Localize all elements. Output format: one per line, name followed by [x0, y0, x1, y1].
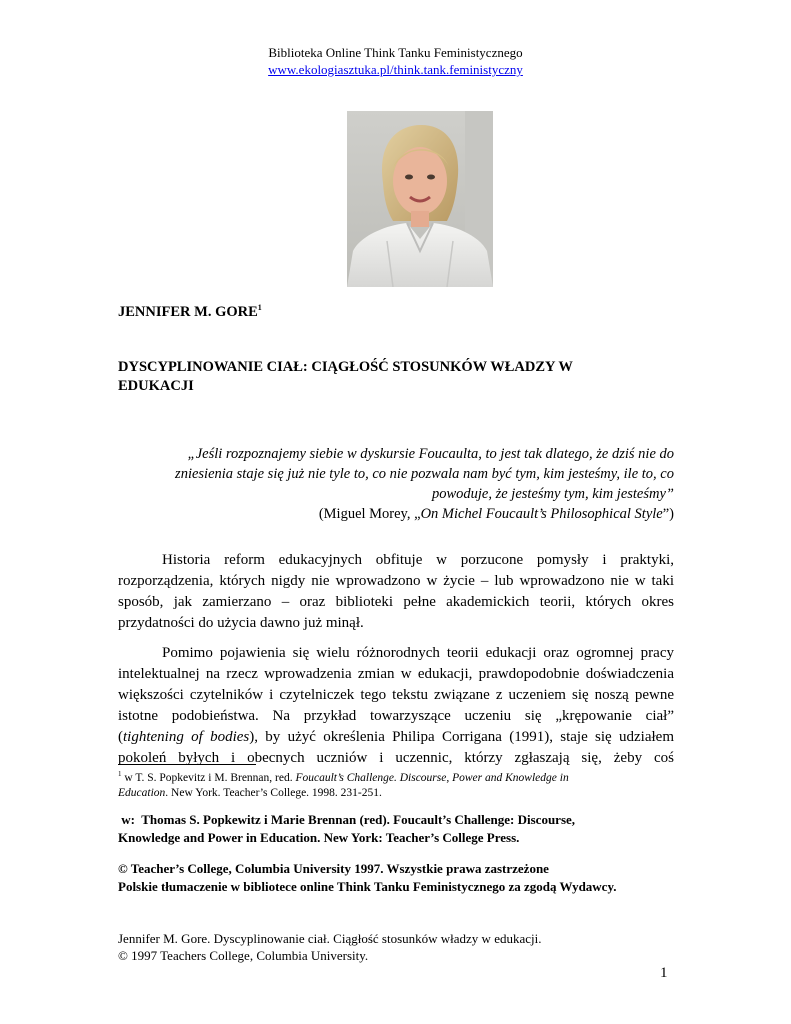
attribution-suffix: ”) — [662, 506, 674, 522]
paragraph-line-text: Historia reform edukacyjnych obfituje w porzucone pomysły i praktyki, — [162, 552, 674, 568]
copyright-line-2: Polskie tłumaczenie w bibliotece online Think Tanku Feministycznego za zgodą Wydawcy. — [118, 879, 617, 894]
paragraph-line — [118, 727, 674, 748]
paragraph-line — [118, 643, 674, 664]
page-number: 1 — [660, 965, 668, 981]
footnote-divider — [118, 764, 256, 765]
author-photo — [347, 111, 493, 287]
epigraph-attribution — [118, 504, 674, 524]
footnote-mark: 1 — [257, 303, 262, 312]
source-line-2: Knowledge and Power in Education. New York: Teacher’s College Press. — [118, 830, 520, 845]
attribution-prefix: (Miguel Morey, „ — [318, 506, 421, 522]
header-link[interactable]: www.ekologiasztuka.pl/think.tank.feministyczny — [268, 62, 523, 77]
paragraph-line: przydatności do użycia dawno już minął. — [118, 615, 364, 631]
paragraph-line — [118, 550, 674, 571]
source-citation — [118, 811, 658, 847]
paren-open: ( — [118, 729, 123, 745]
title-line-2: EDUKACJI — [118, 378, 194, 394]
paragraph-line: większości czytelników i czytelniczek tego tekstu związane z uczeniem się noszą pewne — [118, 687, 674, 703]
author-name — [118, 303, 262, 321]
author-name-text: JENNIFER M. GORE — [118, 303, 258, 320]
paragraph-2 — [118, 643, 674, 769]
article-title — [118, 358, 638, 396]
page-footer — [118, 930, 638, 964]
paragraph-line: sposób, jak zamierzano – oraz biblioteki pełne akademickich teorii, których okres — [118, 594, 674, 610]
paragraph-line: rozporządzenia, których nigdy nie wprowadzono w życie – lub wprowadzono nie w taki — [118, 573, 674, 589]
footnote-suffix: . New York. Teacher’s College. 1998. 231-251. — [165, 786, 382, 799]
paragraph-line: intelektualnej na rzecz wprowadzenia zmian w edukacji, prawdopodobnie doświadczenia — [118, 666, 674, 682]
paragraph-line: pokoleń byłych i obecnych uczniów i uczennic, którzy zgłaszają się, żeby coś — [118, 750, 674, 766]
footnote — [118, 767, 638, 801]
header-library-name: Biblioteka Online Think Tanku Feministycznego — [268, 45, 523, 60]
paragraph-line-text: Pomimo pojawienia się wielu różnorodnych teorii edukacji oraz ogromnej pracy — [162, 645, 674, 661]
copyright-notice — [118, 860, 678, 896]
page-header — [0, 44, 791, 78]
footnote-book-title-cont: Education — [118, 786, 166, 799]
footer-line-2: © 1997 Teachers College, Columbia University. — [118, 948, 369, 963]
epigraph-line-1: „Jeśli rozpoznajemy siebie w dyskursie Foucaulta, to jest tak dlatego, że dziś nie do — [187, 446, 674, 462]
italic-term: tightening of bodies — [123, 729, 250, 745]
footnote-book-title: Foucault’s Challenge. Discourse, Power and Knowledge in — [295, 771, 569, 784]
epigraph — [118, 444, 674, 524]
paragraph-1 — [118, 550, 674, 634]
paragraph-line-rest: ), by użyć określenia Philipa Corrigana (1991), staje się udziałem — [249, 729, 674, 745]
footnote-number: 1 — [118, 770, 122, 778]
epigraph-line-3: powoduje, że jesteśmy tym, kim jesteśmy” — [431, 486, 674, 502]
title-line-1: DYSCYPLINOWANIE CIAŁ: CIĄGŁOŚĆ STOSUNKÓW WŁADZY W — [118, 359, 573, 375]
footer-line-1: Jennifer M. Gore. Dyscyplinowanie ciał. Ciągłość stosunków władzy w edukacji. — [118, 931, 542, 946]
footnote-prefix: w T. S. Popkevitz i M. Brennan, red. — [121, 771, 296, 784]
epigraph-line-2: zniesienia staje się już nie tyle to, co nie pozwala nam być tym, kim jesteśmy, ile to, co — [175, 466, 674, 482]
source-line-1: w: Thomas S. Popkewitz i Marie Brennan (red). Foucault’s Challenge: Discourse, — [118, 812, 576, 827]
attribution-title: On Michel Foucault’s Philosophical Style — [420, 506, 663, 522]
paragraph-line: istotne podobieństwa. Na przykład towarzyszące uczeniu się „krępowanie ciał” — [118, 708, 674, 724]
copyright-line-1: © Teacher’s College, Columbia University 1997. Wszystkie prawa zastrzeżone — [118, 861, 549, 876]
